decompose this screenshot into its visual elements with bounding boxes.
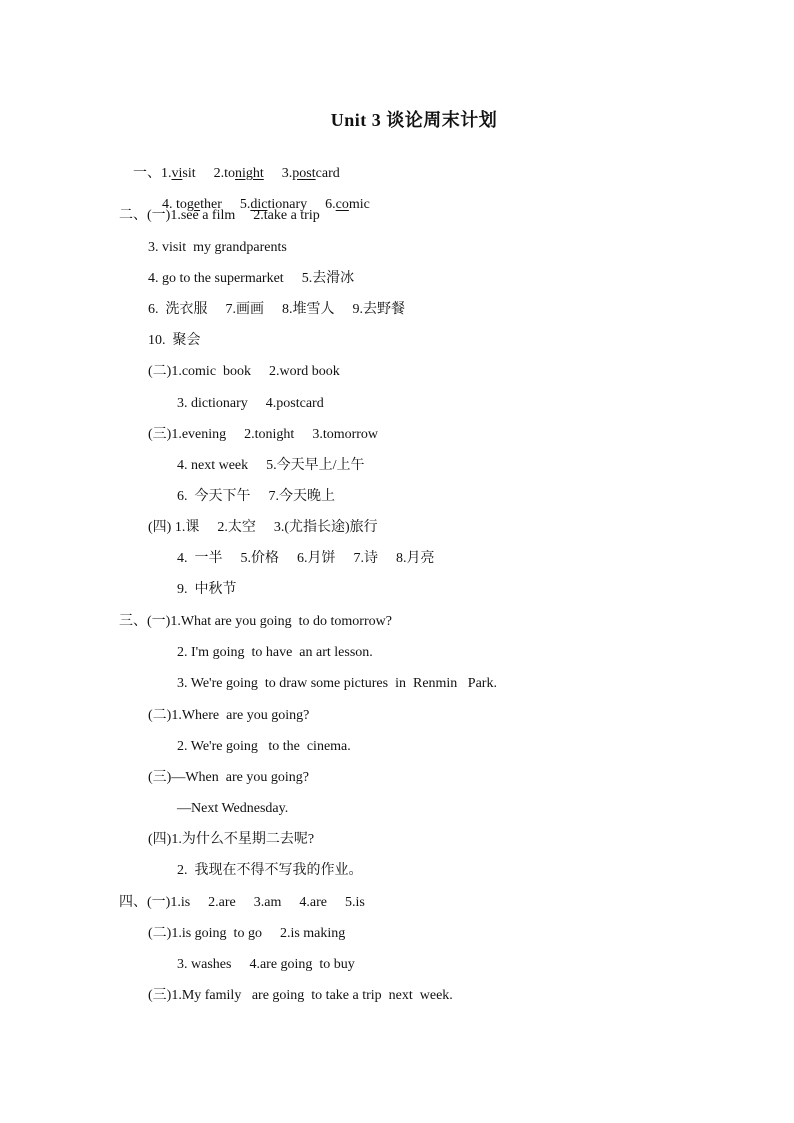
answer-line-p4-s2-r1 [148,924,345,944]
answer-line-p2-s3-r1 [148,425,378,445]
answer-item: 5.去滑冰 [301,271,355,286]
answer-item: 二、(一)1.see a film [119,208,236,223]
answer-item: 4.are going to buy [249,957,355,972]
answer-line-p2-s1-r2 [148,238,287,258]
answer-item: 4. together [162,197,222,212]
answer-item: (三)1.evening [148,427,227,442]
answer-item: 2. I'm going to have an art lesson. [177,645,373,660]
answer-line-p2-s4-r2 [177,549,435,569]
answer-item: (二)1.Where are you going? [148,708,310,723]
answer-item: 5.价格 [240,551,279,566]
answer-item: 4. go to the supermarket [148,271,284,286]
answer-item: 2.word book [269,364,340,379]
answer-item: 5.dictionary [239,197,308,212]
answer-line-p3-s1-r2 [177,643,373,663]
answer-item: (二)1.is going to go [148,926,262,941]
answer-item: 1.visit [161,166,196,181]
answer-line-p2-s2-r2 [177,394,324,414]
answer-line-p4-s2-r2 [177,955,355,975]
answer-item: 3.tomorrow [312,427,379,442]
answer-line-p3-s2-r1 [148,706,309,726]
answer-item: 6.comic [325,197,370,212]
answer-item: 6.月饼 [297,551,336,566]
answer-item: 9. 中秋节 [177,582,237,597]
answer-item: 3. visit my grandparents [148,240,287,255]
answer-line-p2-s3-r2 [177,456,365,476]
answer-line-p3-s4-r1 [148,830,314,850]
answer-line-p4-s3-r1 [148,986,453,1006]
answer-line-p2-s3-r3 [177,487,335,507]
answer-item: 6. 洗衣服 [148,302,208,317]
answer-line-p2-s4-r1 [148,518,378,538]
answer-item: 10. 聚会 [148,333,201,348]
answer-item: 7.诗 [353,551,378,566]
answer-item: 三、(一)1.What are you going to do tomorrow? [119,614,392,629]
answer-item: 3.am [253,895,282,910]
answer-item: 9.去野餐 [352,302,405,317]
answer-line-p2-s4-r3 [177,580,237,600]
answer-line-p3-s1-r3 [177,674,497,694]
answer-line-p3-s2-r2 [177,737,351,757]
answer-item: 3.(尤指长途)旅行 [273,520,378,535]
answer-line-p2-s1-r3 [148,269,354,289]
answer-line-p2-s2-r1 [148,362,340,382]
answer-item: 2.is making [279,926,346,941]
answer-item: —Next Wednesday. [177,801,289,816]
answer-item: 5.is [344,895,365,910]
answer-item: 2.tonight [244,427,295,442]
answer-item: 7.今天晚上 [268,489,335,504]
answer-line-p2-s1-r1 [119,206,320,226]
answer-item: 3. washes [177,957,232,972]
answer-line-p2-s1-r4 [148,300,405,320]
answer-item: (三)1.My family are going to take a trip next week. [148,988,453,1003]
answer-item: 2. 我现在不得不写我的作业。 [177,863,363,878]
answer-item: 3. We're going to draw some pictures in Renmin Park. [177,676,497,691]
answer-item: 4. 一半 [177,551,223,566]
answer-item: (二)1.comic book [148,364,252,379]
answer-item: 2.take a trip [253,208,320,223]
answer-item: 4.are [299,895,327,910]
answer-item: 4.postcard [265,396,324,411]
answer-line-p3-s4-r2 [177,861,363,881]
answer-item: 5.今天早上/上午 [266,458,365,473]
answer-item: 2. We're going to the cinema. [177,739,351,754]
answer-item: 3. dictionary [177,396,248,411]
section-label: 一、 [133,166,161,181]
answer-line-p4-s1-r1 [119,893,365,913]
answer-line-p2-s1-r5 [148,331,201,351]
answer-item: 2.tonight [213,166,264,181]
answer-item: 四、(一)1.is [119,895,191,910]
part1-row2 [148,175,370,235]
answer-item: 3.postcard [281,166,340,181]
answer-item: 8.堆雪人 [282,302,335,317]
answer-item: 8.月亮 [396,551,435,566]
answer-item: 2.太空 [217,520,256,535]
page-title: Unit 3 谈论周末计划 [330,110,498,130]
answer-line-p3-s1-r1 [119,612,392,632]
answer-item: (四) 1.课 [148,520,200,535]
answer-item: (三)—When are you going? [148,770,309,785]
answer-line-p3-s3-r1 [148,768,309,788]
answer-line-p3-s3-r2 [177,799,288,819]
answer-item: 4. next week [177,458,249,473]
answer-item: 7.画画 [225,302,264,317]
answer-item: 6. 今天下午 [177,489,251,504]
answer-item: (四)1.为什么不星期二去呢? [148,832,315,847]
answer-item: 2.are [208,895,236,910]
